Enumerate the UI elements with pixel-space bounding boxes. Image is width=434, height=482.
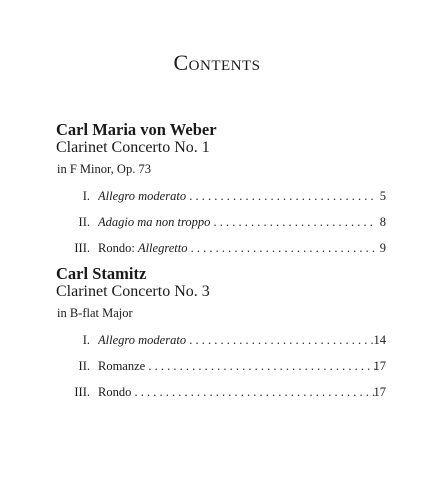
- movement-title: Allegretto: [137, 241, 188, 255]
- page-number: 8: [379, 215, 386, 229]
- work-title: Clarinet Concerto No. 3: [56, 283, 210, 300]
- movement-title: Adagio ma non troppo: [98, 215, 211, 229]
- movement-number: I.: [82, 189, 90, 203]
- toc-entry[interactable]: [56, 327, 386, 353]
- toc-entry[interactable]: [56, 183, 386, 209]
- work-subtitle: in B-flat Major: [57, 306, 133, 320]
- page-number: 9: [379, 241, 386, 255]
- toc-entry[interactable]: [56, 379, 386, 405]
- movement-number: III.: [74, 241, 90, 255]
- toc-section-weber: [56, 120, 386, 261]
- movement-number: II.: [78, 359, 90, 373]
- page-number: 14: [373, 333, 386, 347]
- movement-list: [56, 183, 386, 261]
- movement-prefix: Rondo: [98, 385, 132, 399]
- movement-number: III.: [74, 385, 90, 399]
- page-number: 17: [373, 385, 386, 399]
- movement-number: II.: [78, 215, 90, 229]
- movement-list: [56, 327, 386, 405]
- page-number: 5: [379, 189, 386, 203]
- toc-entry[interactable]: [56, 235, 386, 261]
- page-number: 17: [373, 359, 386, 373]
- work-subtitle: in F Minor, Op. 73: [57, 162, 151, 176]
- movement-number: I.: [82, 333, 90, 347]
- toc-section-stamitz: [56, 264, 386, 405]
- movement-prefix: Rondo:: [98, 241, 138, 255]
- composer-name: Carl Maria von Weber: [56, 120, 217, 139]
- movement-prefix: Romanze: [98, 359, 146, 373]
- movement-title: Allegro moderato: [98, 189, 187, 203]
- work-title: Clarinet Concerto No. 1: [56, 139, 210, 156]
- page-title: Contents: [173, 50, 261, 75]
- movement-title: Allegro moderato: [98, 333, 187, 347]
- composer-name: Carl Stamitz: [56, 264, 147, 283]
- toc-entry[interactable]: [56, 353, 386, 379]
- toc-entry[interactable]: [56, 209, 386, 235]
